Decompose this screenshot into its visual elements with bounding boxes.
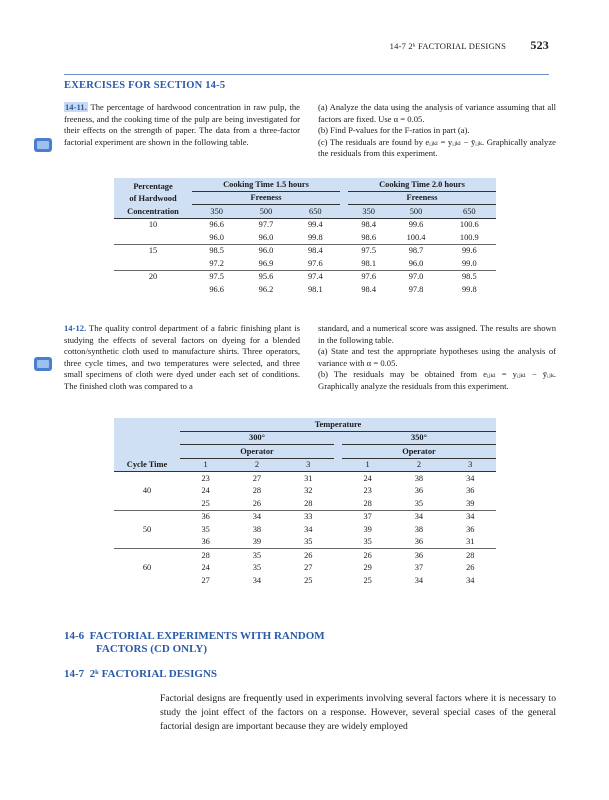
table-cell: 97.7	[258, 220, 274, 230]
table-cell: 35	[304, 537, 313, 547]
table-cell: 97.5	[361, 246, 376, 256]
part-b: (b) The residuals may be obtained from eᵢⱼₖₗ = yᵢⱼₖₗ − ȳᵢⱼₖ. Graphically analyze the residuals from this experiment.	[318, 369, 556, 391]
table-cell: 38	[414, 524, 424, 534]
table-cell: 98.4	[361, 220, 376, 230]
table-cell: 25	[363, 575, 372, 585]
table-cell: 28	[201, 550, 210, 560]
table-cell: 98.4	[361, 284, 376, 294]
table-cell: 37	[414, 563, 424, 573]
exercise-14-11-parts	[318, 102, 556, 160]
table-row	[114, 283, 496, 296]
table-cell: 33	[304, 512, 313, 522]
exercise-number: 14-12.	[64, 323, 87, 333]
table-cell: 34	[466, 512, 475, 522]
table-cell: 34	[466, 473, 475, 483]
cd-icon	[33, 355, 53, 373]
table-cell: 99.6	[461, 246, 477, 256]
table-cell: 39	[363, 524, 372, 534]
table-cell: 98.5	[209, 246, 224, 256]
table-cell: 97.0	[408, 272, 424, 282]
exercise-14-11-text: 14-11. The percentage of hardwood concentration in raw pulp, the freeness, and the cooking time of the pulp are being investigated for their effects on the strength of paper. The data from a three-factor factorial experiment are shown in the following table.	[64, 102, 301, 147]
table-cell: 100.9	[459, 232, 479, 242]
table-cell: 98.4	[307, 246, 323, 256]
table-cell: 27	[304, 563, 313, 573]
table-cell: 25	[201, 498, 210, 508]
hardwood-table: Percentage of Hardwood Cooking Time 1.5 hours Cooking Time 2.0 hours Freeness Freeness Concentration 350 500 650 350 500 650 10 96.6 97.7 99.4 98.4 99.6 100.6 96.0 96.0 99.8 98.6 100.4 100.9 15 98.5 96.0 98.4 97.5 98.7 99.6 97.2 96.9 97.6 98.1 96.0 99.0 20 97.5 95.6 97.4 97.6 97.0 98.5 96.6 96.2 98.1 98.4 97.8 99.8	[114, 178, 496, 296]
table-row	[114, 231, 496, 244]
table-row	[114, 510, 496, 523]
table-cell: 24	[363, 473, 372, 483]
table-cell: 38	[414, 473, 424, 483]
table-cell: 99.6	[408, 220, 424, 230]
table-cell: 29	[363, 563, 372, 573]
table-cell: 34	[414, 575, 424, 585]
part-a: (a) Analyze the data using the analysis of variance assuming that all factors are fixed. Use α = 0.05.	[318, 102, 556, 124]
table-cell: 98.6	[361, 232, 376, 242]
table-cell: 98.1	[361, 258, 376, 268]
table-cell: 31	[466, 537, 475, 547]
table-cell: 26	[466, 563, 475, 573]
table-cell: 35	[252, 563, 262, 573]
section-14-6-heading: 14-6 FACTORIAL EXPERIMENTS WITH RANDOM FACTORS (CD ONLY)	[64, 630, 325, 655]
table-cell: 35	[201, 524, 210, 534]
table-cell: 28	[304, 498, 313, 508]
table-cell: 97.2	[209, 258, 224, 268]
table-cell: 28	[252, 486, 262, 496]
table-cell: 28	[466, 550, 475, 560]
part-a: (a) State and test the appropriate hypotheses using the analysis of variance with α = 0.05.	[318, 346, 556, 368]
table-cell: 39	[466, 498, 475, 508]
table-cell: 97.4	[307, 272, 323, 282]
table-cell: 27	[201, 575, 210, 585]
table-cell: 96.0	[258, 232, 274, 242]
table-row	[114, 257, 496, 270]
table-cell: 99.8	[461, 284, 477, 294]
table-cell: 34	[304, 524, 313, 534]
table-cell: 24	[201, 563, 210, 573]
header-rule	[64, 74, 549, 75]
page-number: 523	[530, 38, 549, 52]
running-header	[390, 38, 549, 53]
table-cell: 36	[414, 550, 424, 560]
exercise-number: 14-11.	[65, 102, 87, 112]
table-cell: 36	[466, 486, 475, 496]
table-row: 40 24 28 32 23 36 36	[114, 485, 496, 498]
table-row	[114, 536, 496, 549]
table-cell: 36	[414, 486, 424, 496]
exercise-14-12-text: 14-12. The quality control department of a fabric finishing plant is studying the effects of several factors on dyeing for a blended cotton/synthetic cloth used to manufacture shirts. Three operators, three cycle times, and two temperatures were selected, and three small specimens of cloth were dyed under each set of conditions. The finished cloth was compared to a	[64, 323, 301, 391]
dye-table: Temperature 300° 350° Operator Operator Cycle Time 1 2 3 1 2 3 23 27 31 24 38 34 40 24 28 32 23 36 36 25 26 28 28 35 39 36 34 33 37 34 34 50 35 38 34 39 38 36 36 39 35 35 36 31 28 35 26 26 36 28 60 24 35 27 29 37 26 27 34 25 25 34 34	[114, 418, 496, 587]
table-cell: 32	[304, 486, 313, 496]
table-cell: 95.6	[258, 272, 274, 282]
table-cell: 98.7	[408, 246, 424, 256]
table-cell: 99.8	[307, 232, 323, 242]
group-1-header: Cooking Time 1.5 hours	[192, 178, 340, 191]
table-cell: 23	[363, 486, 372, 496]
table-cell: 97.6	[361, 272, 376, 282]
table-cell: 39	[252, 537, 262, 547]
table-cell: 34	[466, 575, 475, 585]
part-b: (b) Find P-values for the F-ratios in part (a).	[318, 125, 470, 135]
table-cell: 96.9	[258, 258, 274, 268]
table-cell: 100.6	[459, 220, 479, 230]
table-cell: 34	[414, 512, 424, 522]
part-c: (c) The residuals are found by eᵢⱼₖₗ = yᵢⱼₖₗ − ȳᵢⱼₖ. Graphically analyze the residuals from this experiment.	[318, 136, 556, 158]
table-cell: 24	[201, 486, 210, 496]
table-cell: 96.2	[258, 284, 274, 294]
table-cell: 96.6	[209, 220, 224, 230]
body-paragraph: Factorial designs are frequently used in experiments involving several factors where it is necessary to study the joint effect of the factors on a response. However, several special cases of the general factorial design are important because they are widely employed	[160, 693, 556, 732]
table-row	[114, 549, 496, 562]
table-cell: 100.4	[406, 232, 426, 242]
table-cell: 36	[201, 512, 210, 522]
table-row	[114, 472, 496, 485]
table-cell: 38	[252, 524, 262, 534]
table-cell: 98.5	[461, 272, 477, 282]
table-row: 60 24 35 27 29 37 26	[114, 562, 496, 575]
table-row: 50 35 38 34 39 38 36	[114, 523, 496, 536]
table-cell: 36	[201, 537, 210, 547]
section-14-7-heading: 14-7 2ᵏ FACTORIAL DESIGNS	[64, 668, 218, 680]
table-cell: 99.4	[307, 220, 323, 230]
table-cell: 23	[201, 473, 210, 483]
cd-icon	[33, 136, 53, 154]
table-cell: 35	[414, 498, 424, 508]
table-cell: 97.5	[209, 272, 224, 282]
table-cell: 97.8	[408, 284, 424, 294]
table-cell: 31	[304, 473, 313, 483]
table-cell: 96.6	[209, 284, 224, 294]
table-cell: 98.1	[307, 284, 323, 294]
table-cell: 26	[252, 498, 262, 508]
table-cell: 35	[252, 550, 262, 560]
temperature-header: Temperature	[180, 418, 496, 431]
table-cell: 36	[466, 524, 475, 534]
table-cell: 96.0	[408, 258, 424, 268]
table-cell: 26	[304, 550, 313, 560]
table-row: 15 98.5 96.0 98.4 97.5 98.7 99.6	[114, 244, 496, 257]
table-row: 10 96.6 97.7 99.4 98.4 99.6 100.6	[114, 218, 496, 231]
running-title: 14-7 2ᵏ FACTORIAL DESIGNS	[389, 41, 507, 51]
table-cell: 96.0	[209, 232, 224, 242]
table-cell: 34	[252, 575, 262, 585]
table-cell: 37	[363, 512, 372, 522]
table-cell: 28	[363, 498, 372, 508]
table-cell: 27	[252, 473, 262, 483]
group-2-header: Cooking Time 2.0 hours	[348, 178, 496, 191]
table-cell: 26	[363, 550, 372, 560]
exercise-14-12-parts: standard, and a numerical score was assigned. The results are shown in the following table. (a) State and test the appropriate hypotheses using the analysis of variance with α = 0.05. (b) The residuals may be obtained from eᵢⱼₖₗ = yᵢⱼₖₗ − ȳᵢⱼₖ. Graphically analyze the residuals from this experiment.	[318, 323, 556, 391]
table-row: 20 97.5 95.6 97.4 97.6 97.0 98.5	[114, 270, 496, 283]
table-row	[114, 574, 496, 587]
table-cell: 96.0	[258, 246, 274, 256]
table-cell: 34	[252, 512, 262, 522]
table-cell: 99.0	[461, 258, 477, 268]
table-cell: 25	[304, 575, 313, 585]
section-title: EXERCISES FOR SECTION 14-5	[64, 80, 226, 91]
table-cell: 35	[363, 537, 372, 547]
table-row	[114, 497, 496, 510]
table-cell: 36	[414, 537, 424, 547]
table-cell: 97.6	[307, 258, 323, 268]
